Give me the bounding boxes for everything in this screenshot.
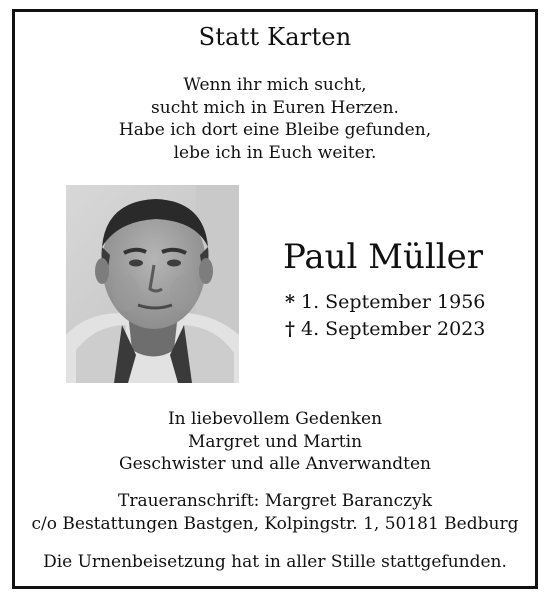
- burial-note: Die Urnenbeisetzung hat in aller Stille stattgefunden.: [43, 552, 507, 572]
- portrait-illustration: [66, 185, 239, 383]
- death-date: 4. September 2023: [301, 318, 486, 340]
- death-row: [285, 316, 485, 343]
- mourners-line: Margret und Martin: [187, 431, 363, 452]
- mourners-block: [0, 408, 550, 476]
- notice-heading: Statt Karten: [198, 23, 352, 51]
- poem-block: [0, 74, 550, 164]
- deceased-name: Paul Müller: [282, 237, 484, 277]
- poem-line: sucht mich in Euren Herzen.: [151, 97, 399, 118]
- portrait-photo: [66, 185, 239, 383]
- mourners-line: Geschwister und alle Anverwandten: [118, 454, 431, 474]
- address-line: c/o Bestattungen Bastgen, Kolpingstr. 1, 50181 Bedburg: [31, 514, 519, 534]
- birth-star-icon: *: [285, 291, 295, 313]
- mourners-line: In liebevollem Gedenken: [167, 409, 383, 429]
- mourning-address: [0, 490, 550, 536]
- poem-line: Wenn ihr mich sucht,: [183, 75, 367, 95]
- birth-date: 1. September 1956: [301, 291, 486, 313]
- death-cross-icon: †: [285, 318, 295, 340]
- poem-line: lebe ich in Euch weiter.: [173, 142, 377, 163]
- life-dates: [285, 289, 485, 343]
- poem-line: Habe ich dort eine Bleibe gefunden,: [118, 120, 432, 140]
- birth-row: [285, 289, 485, 316]
- address-line: Traueranschrift: Margret Baranczyk: [117, 491, 433, 511]
